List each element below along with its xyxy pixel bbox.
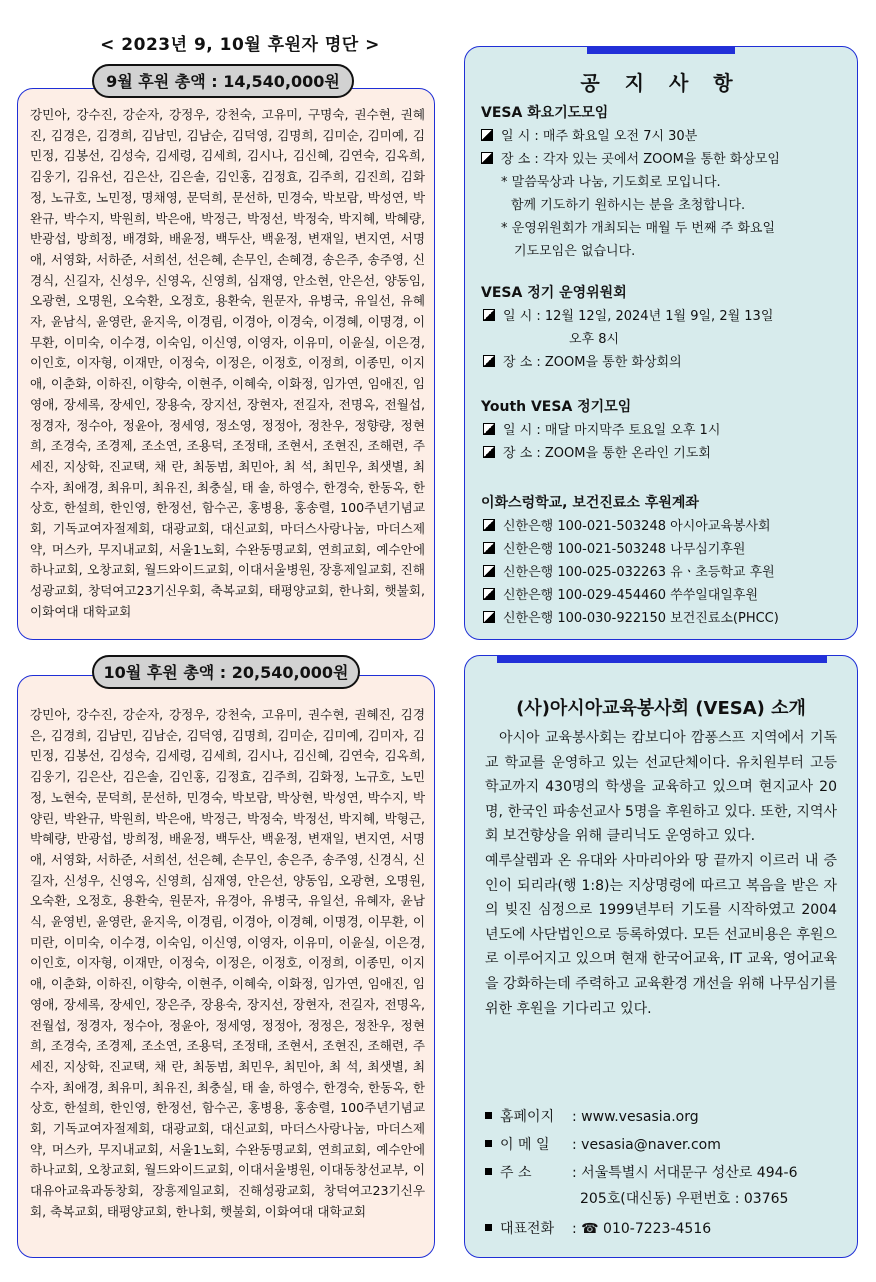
bullet-icon — [485, 1112, 492, 1119]
vesa-paragraph: 아시아 교육봉사회는 캄보디아 깜퐁스프 지역에서 기독교 학교를 운영하고 있는 선교단체이다. 유치원부터 고등학교까지 430명의 학생을 교육하고 있으며 현지교사 20명, 한국인 파송선교사 5명을 후원하고 있다. 또한, 지역사회 보건향상을 위해 클리닉도 운영하고 있다. — [485, 730, 837, 845]
account-text: 신한은행 100-030-922150 보건진료소(PHCC) — [503, 611, 779, 626]
checkbox-icon — [483, 542, 495, 554]
account-row — [481, 607, 853, 630]
checkbox-icon — [483, 355, 495, 367]
youth-place: 장 소 : ZOOM을 통한 온라인 기도회 — [503, 446, 711, 461]
phone-number: : ☎ 010-7223-4516 — [572, 1221, 712, 1237]
email-row — [485, 1134, 721, 1154]
checkbox-icon — [483, 611, 495, 623]
phone-label: 대표전화 — [500, 1221, 555, 1237]
notice-title: 공 지 사 항 — [580, 71, 742, 95]
vesa-title: (사)아시아교육봉사회 (VESA) 소개 — [516, 698, 806, 719]
checkbox-icon — [483, 446, 495, 458]
bullet-icon — [485, 1168, 492, 1175]
checkbox-icon — [483, 588, 495, 600]
checkbox-icon — [483, 565, 495, 577]
homepage-link[interactable]: : www.vesasia.org — [572, 1109, 699, 1125]
prayer-section — [481, 101, 853, 263]
prayer-note: 함께 기도하기 원하시는 분을 초청합니다. — [511, 198, 746, 213]
prayer-place: 장 소 : 각자 있는 곳에서 ZOOM을 통한 화상모임 — [501, 152, 780, 167]
account-text: 신한은행 100-021-503248 나무심기후원 — [503, 542, 746, 557]
prayer-title: VESA 화요기도모임 — [481, 105, 609, 121]
checkbox-icon — [483, 423, 495, 435]
october-donor-list: 강민아, 강수진, 강순자, 강정우, 강천숙, 고유미, 권수현, 권혜진, 김경은, 김경희, 김남민, 김남순, 김덕영, 김명희, 김미순, 김미예, 김미자, 김민정, 김봉선, 김성숙, 김세령, 김세희, 김시나, 김신혜, 김연숙, 김옥희, 김웅기, 김은산, 김은솔, 김인홍, 김정효, 김주희, 김화정, 노규호, 노민정, 노현숙, 문덕희, 문선하, 민경숙, 박보람, 박상현, 박성연, 박수지, 박양린, 박완규, 박원희, 박은애, 박정근, 박정숙, 박정선, 박지혜, 박형근, 박혜량, 반광섭, 방희정, 배윤정, 백두산, 백윤정, 변재일, 변지연, 서명애, 서영화, 서하준, 서희선, 선은혜, 손무인, 송은주, 송주영, 신경식, 신길자, 신성우, 신영옥, 신영희, 심재영, 안은선, 양동임, 오광현, 오명원, 오숙환, 오정호, 용환숙, 원문자, 유경아, 유병국, 유일선, 유혜자, 윤남식, 윤영빈, 윤영란, 윤지욱, 이경림, 이경아, 이경혜, 이명경, 이무환, 이미란, 이미숙, 이수경, 이숙임, 이신영, 이영자, 이유미, 이윤실, 이은경, 이인호, 이자형, 이재만, 이정숙, 이정은, 이정호, 이정희, 이종민, 이지애, 이춘화, 이하진, 이향숙, 이현주, 이혜숙, 이화정, 임가연, 임애진, 임영애, 장세록, 장세인, 장은주, 장용숙, 장지선, 장현자, 전길자, 전명옥, 전월섭, 정경자, 정수아, 정윤아, 정세영, 정정아, 정정은, 정찬우, 정현희, 조경숙, 조경제, 조소연, 조용덕, 조정태, 조현서, 조현진, 조해련, 주세진, 지상학, 진교택, 채 란, 최동범, 최민우, 최민아, 최 석, 최샛별, 최수자, 최애경, 최유미, 최유진, 최충실, 태 솔, 하영수, 한경숙, 한동옥, 한상호, 한설희, 한인영, 한정선, 함수곤, 홍병용, 홍송렬, 100주년기념교회, 기독교여자절제회, 대광교회, 대신교회, 마더스사랑나눔, 마더스제약, 머스카, 무지내교회, 서울1노회, 수완동명교회, 연희교회, 예수안에 하나교회, 오창교회, 월드와이드교회, 이대서울병원, 이대동창선교부, 이대유아교육과동창회, 장흥제일교회, 진해성광교회, 창덕여고23기신우회, 축복교회, 태평양교회, 한나회, 햇불회, 이화여대 대학교회 — [30, 707, 425, 1219]
vesa-top-bar — [497, 655, 827, 663]
vesa-intro-box — [464, 655, 858, 1258]
address-line1: : 서울특별시 서대문구 성산로 494-6 — [572, 1165, 798, 1181]
address-row — [485, 1162, 798, 1182]
account-text: 신한은행 100-029-454460 쑤쑤일대일후원 — [503, 588, 759, 603]
prayer-note: * 말씀묵상과 나눔, 기도회로 모입니다. — [501, 175, 721, 190]
bullet-icon — [485, 1224, 492, 1231]
email-link[interactable]: : vesasia@naver.com — [572, 1137, 721, 1153]
notice-box — [464, 46, 858, 640]
homepage-row — [485, 1106, 699, 1126]
committee-section — [481, 281, 853, 374]
account-row — [481, 515, 853, 538]
prayer-date-row — [481, 125, 853, 148]
committee-time: 오후 8시 — [569, 332, 620, 347]
account-row — [481, 584, 853, 607]
phone-row — [485, 1218, 711, 1238]
youth-place-row — [481, 442, 853, 465]
youth-date: 일 시 : 매달 마지막주 토요일 오후 1시 — [503, 423, 721, 438]
youth-title: Youth VESA 정기모임 — [481, 399, 632, 415]
email-label: 이 메 일 — [500, 1137, 550, 1153]
september-donor-list: 강민아, 강수진, 강순자, 강정우, 강천숙, 고유미, 구명숙, 권수현, 권혜진, 김경은, 김경희, 김남민, 김남순, 김덕영, 김명희, 김미순, 김미예, 김민정, 김봉선, 김성숙, 김세령, 김세희, 김시나, 김신혜, 김연숙, 김옥희, 김웅기, 김유선, 김은산, 김은솔, 김인홍, 김정효, 김주희, 김진희, 김화정, 노규호, 노민정, 명채영, 문덕희, 문선하, 민경숙, 박보람, 박성연, 박완규, 박수지, 박원희, 박은애, 박정근, 박정선, 박정숙, 박지혜, 박혜량, 반광섭, 방희정, 배경화, 배윤정, 백두산, 백윤정, 변재일, 변지연, 서명애, 서영화, 서하준, 서희선, 선은혜, 손무인, 손혜경, 송은주, 송주영, 신경식, 신길자, 신성우, 신영옥, 신영희, 심재영, 안소현, 안은선, 양동임, 오광현, 오명원, 오숙환, 오정호, 용환숙, 원문자, 유병국, 유일선, 유혜자, 윤남식, 윤영란, 윤지욱, 이경림, 이경아, 이경숙, 이경혜, 이명경, 이무환, 이미숙, 이수경, 이숙임, 이신영, 이영자, 이유미, 이윤실, 이은경, 이인호, 이자형, 이재만, 이정숙, 이정은, 이정호, 이정희, 이종민, 이지애, 이춘화, 이하진, 이향숙, 이현주, 이혜숙, 이화정, 임가연, 임애진, 임영애, 장세록, 장세인, 장용숙, 장지선, 장현자, 전길자, 전명옥, 전월섭, 정경자, 정수아, 정윤아, 정세영, 정소영, 정정아, 정찬우, 정향량, 정현희, 조경숙, 조경제, 조소연, 조용덕, 조정태, 조현서, 조현진, 조해련, 주세진, 지상학, 진교택, 채 란, 최동범, 최민아, 최 석, 최민우, 최샛별, 최수자, 최애경, 최유미, 최유진, 최충실, 태 솔, 하영수, 한경숙, 한동옥, 한상호, 한설희, 한인영, 한정선, 함수곤, 홍병용, 홍송렬, 100주년기념교회, 기독교여자절제회, 대광교회, 대신교회, 마더스사랑나눔, 마더스제약, 머스카, 무지내교회, 서울1노회, 수완동명교회, 연희교회, 예수안에 하나교회, 오창교회, 월드와이드교회, 이대서울병원, 장흥제일교회, 진해성광교회, 창덕여고23기신우회, 축복교회, 태평양교회, 한나회, 햇불회, 이화여대 대학교회 — [30, 107, 425, 619]
october-total-badge: 10월 후원 총액 : 20,540,000원 — [92, 655, 360, 689]
account-text: 신한은행 100-025-032263 유ㆍ초등학교 후원 — [503, 565, 775, 580]
homepage-label: 홈페이지 — [500, 1109, 555, 1125]
checkbox-icon — [481, 152, 493, 164]
notice-top-bar — [587, 46, 735, 54]
committee-place: 장 소 : ZOOM을 통한 화상회의 — [503, 355, 682, 370]
checkbox-icon — [481, 129, 493, 141]
checkbox-icon — [483, 519, 495, 531]
committee-date-row — [481, 305, 853, 328]
prayer-note: * 운영위원회가 개최되는 매월 두 번째 주 화요일 — [501, 221, 776, 236]
committee-date: 일 시 : 12월 12일, 2024년 1월 9일, 2월 13일 — [503, 309, 774, 324]
committee-title: VESA 정기 운영위원회 — [481, 285, 627, 301]
bullet-icon — [485, 1140, 492, 1147]
vesa-paragraph: 예루살렘과 온 유대와 사마리아와 땅 끝까지 이르러 내 증인이 되리라(행 1:8)는 지상명령에 따르고 복음을 받은 자의 빚진 심정으로 1999년부터 기도를 시작하였고 2004년도에 사단법인으로 등록하였다. 모든 선교비용은 후원으로 이루어지고 있으며 현재 한국어교육, IT 교육, 영어교육을 강화하는데 주력하고 교육환경 개선을 위해 나무심기를 위한 후원을 기다리고 있다. — [485, 852, 837, 1017]
page-title: < 2023년 9, 10월 후원자 명단 > — [100, 35, 380, 55]
accounts-title: 이화스렁학교, 보건진료소 후원계좌 — [481, 495, 699, 511]
youth-section — [481, 395, 853, 465]
account-row — [481, 561, 853, 584]
prayer-place-row — [481, 148, 853, 171]
youth-date-row — [481, 419, 853, 442]
committee-place-row — [481, 351, 853, 374]
september-total-badge: 9월 후원 총액 : 14,540,000원 — [92, 64, 354, 98]
account-row — [481, 538, 853, 561]
prayer-note: 기도모임은 없습니다. — [514, 244, 636, 259]
address-row-2: 205호(대신동) 우편번호 : 03765 — [580, 1191, 789, 1207]
checkbox-icon — [483, 309, 495, 321]
prayer-date: 일 시 : 매주 화요일 오전 7시 30분 — [501, 129, 698, 144]
account-text: 신한은행 100-021-503248 아시아교육봉사회 — [503, 519, 771, 534]
vesa-description — [485, 726, 837, 1021]
address-label: 주 소 — [500, 1165, 532, 1181]
accounts-section — [481, 491, 853, 630]
